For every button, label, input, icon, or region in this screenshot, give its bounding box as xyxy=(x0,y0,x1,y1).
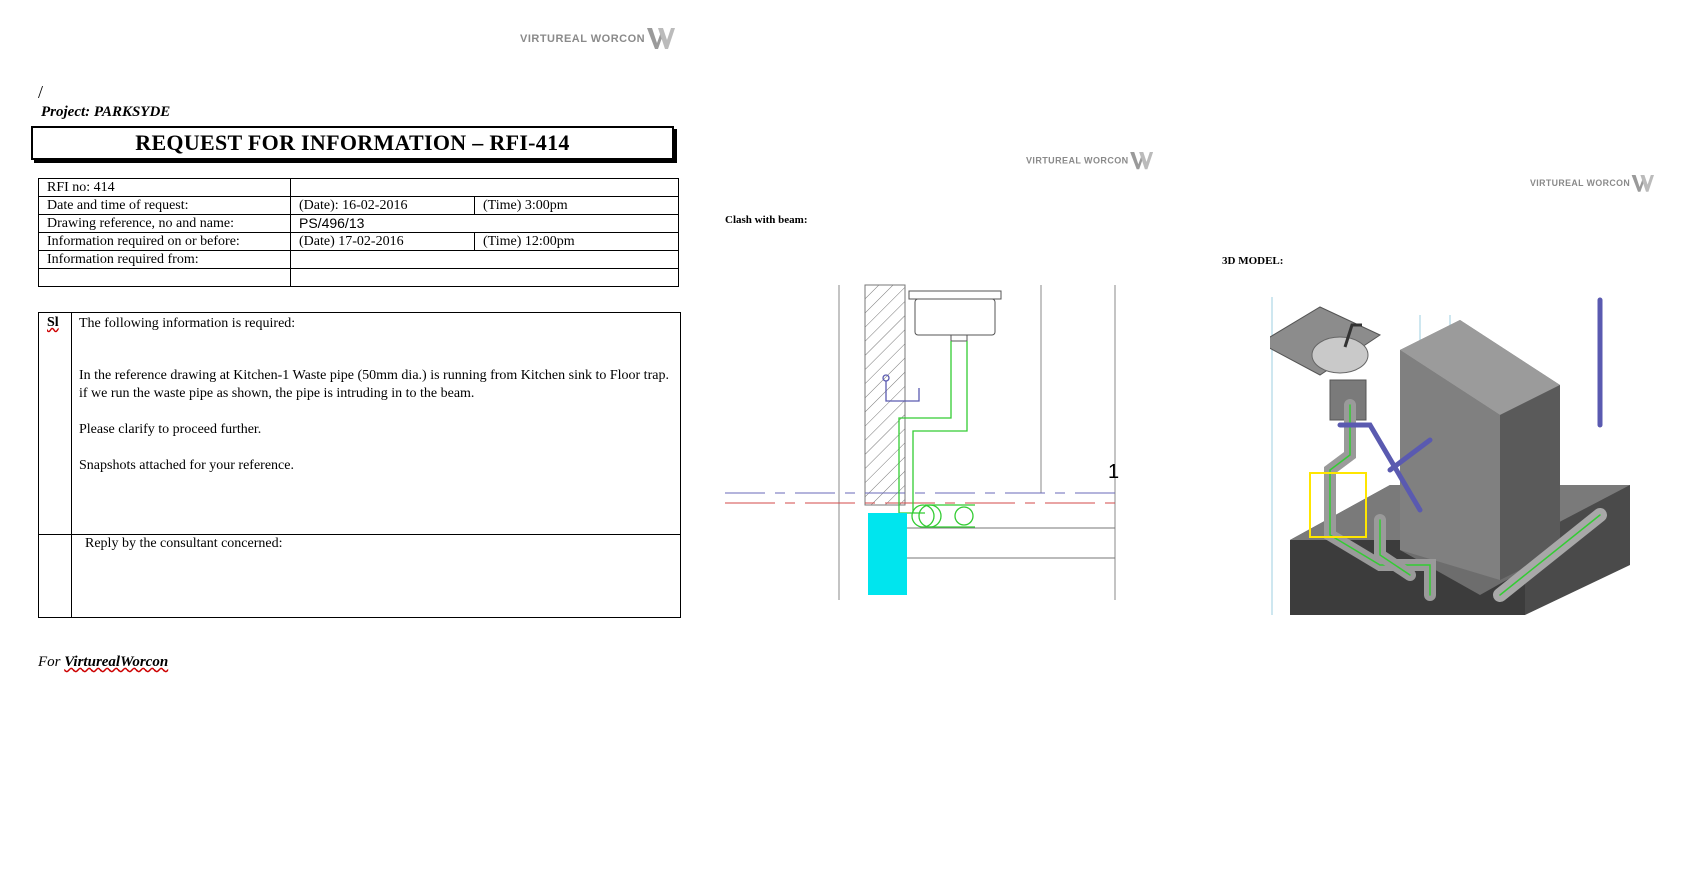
document-title: REQUEST FOR INFORMATION – RFI-414 xyxy=(31,126,674,160)
spacer xyxy=(79,333,675,367)
kitchen-sink xyxy=(1270,307,1380,420)
row-divider xyxy=(39,534,680,535)
table-row xyxy=(39,197,679,215)
slash-mark: / xyxy=(38,82,44,102)
information-request-box xyxy=(38,312,681,618)
logo-text: VIRTUREAL WORCON xyxy=(1530,179,1631,189)
request-heading: The following information is required: xyxy=(79,316,296,331)
beam-clash-area xyxy=(868,513,907,595)
request-paragraph: Please clarify to proceed further. xyxy=(79,422,262,437)
logo-mark-icon xyxy=(1632,175,1654,193)
required-from-label: Information required from: xyxy=(39,251,291,269)
company-logo xyxy=(520,28,675,50)
drawing-reference-label: Drawing reference, no and name: xyxy=(39,215,291,233)
request-date-label: Date and time of request: xyxy=(39,197,291,215)
consultant-reply-label: Reply by the consultant concerned: xyxy=(85,536,283,551)
request-time-value: (Time) 3:00pm xyxy=(475,197,679,215)
logo-text: VIRTUREAL WORCON xyxy=(520,33,646,45)
signature-line xyxy=(38,654,168,671)
required-by-time: (Time) 12:00pm xyxy=(475,233,679,251)
required-by-date: (Date) 17-02-2016 xyxy=(291,233,475,251)
clash-caption: Clash with beam: xyxy=(725,214,808,226)
clash-drawing xyxy=(725,283,1125,603)
company-logo xyxy=(1026,152,1153,170)
table-row xyxy=(39,179,679,197)
rfi-info-table xyxy=(38,178,679,287)
grid-label: 1 xyxy=(1108,461,1120,483)
spacer xyxy=(79,403,675,421)
table-row xyxy=(39,233,679,251)
request-date-value: (Date): 16-02-2016 xyxy=(291,197,475,215)
empty-cell xyxy=(291,179,679,197)
rfi-number: RFI no: 414 xyxy=(39,179,291,197)
table-row xyxy=(39,215,679,233)
company-logo xyxy=(1530,175,1654,193)
required-by-label: Information required on or before: xyxy=(39,233,291,251)
spacer xyxy=(79,439,675,457)
project-name: Project: PARKSYDE xyxy=(41,104,171,120)
column-divider xyxy=(71,313,72,617)
table-row xyxy=(39,269,679,287)
beam-outline xyxy=(905,528,1115,558)
request-paragraph: Snapshots attached for your reference. xyxy=(79,458,294,473)
3d-model-view xyxy=(1270,295,1650,615)
empty-cell xyxy=(39,269,291,287)
logo-mark-icon xyxy=(647,28,675,50)
empty-cell xyxy=(291,251,679,269)
request-paragraph: In the reference drawing at Kitchen-1 Waste pipe (50mm dia.) is running from Kitchen sink to Floor trap. if we run the waste pipe as shown, the pipe is intruding in to the beam. xyxy=(79,368,669,401)
signature-prefix: For xyxy=(38,654,61,670)
table-row xyxy=(39,251,679,269)
serial-label: Sl xyxy=(47,315,59,330)
waste-pipe-drawing xyxy=(899,341,975,527)
empty-cell xyxy=(291,269,679,287)
logo-mark-icon xyxy=(1130,152,1153,170)
request-text xyxy=(79,315,675,475)
wall-block xyxy=(1400,320,1560,595)
model-caption: 3D MODEL: xyxy=(1222,255,1284,267)
sink-outline xyxy=(909,291,1001,341)
drawing-reference-value: PS/496/13 xyxy=(291,215,679,233)
section-line xyxy=(725,493,1115,503)
signature-company: VirturealWorcon xyxy=(64,654,169,670)
logo-text: VIRTUREAL WORCON xyxy=(1026,156,1129,166)
